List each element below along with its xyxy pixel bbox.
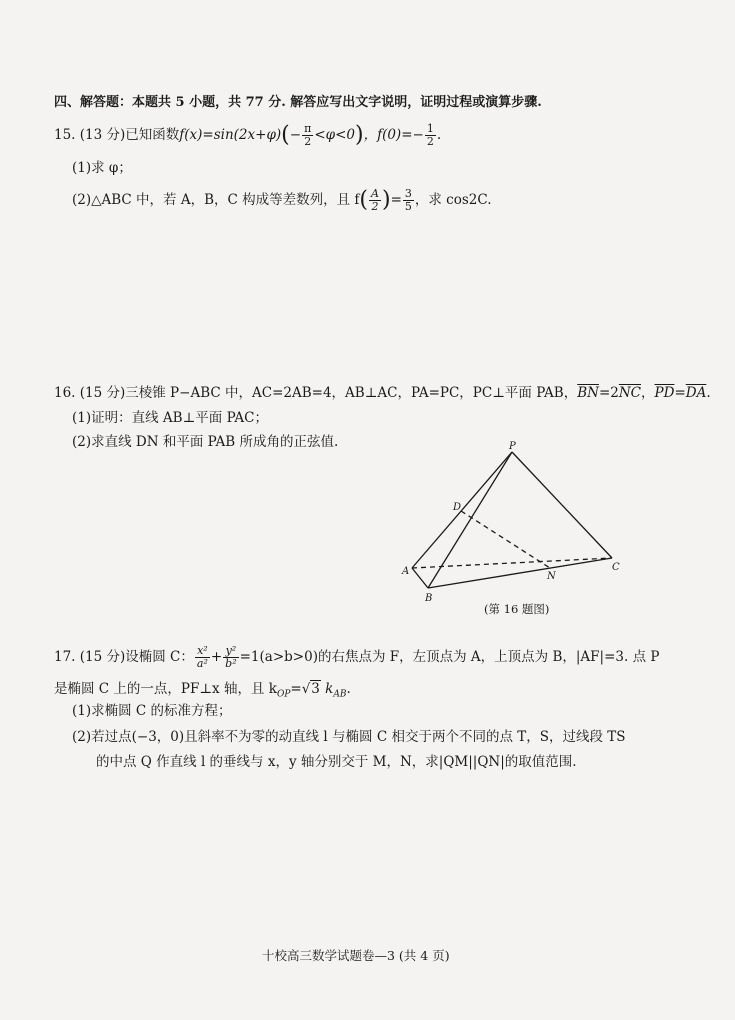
q15-stem [54,122,441,148]
q17-line2-text: 是椭圆 C 上的一点，PF⊥x 轴，且 k [54,681,277,697]
q15-p2-eq: = [390,192,402,208]
q16-part1: (1)证明：直线 AB⊥平面 PAC； [72,410,268,426]
q16-part2: (2)求直线 DN 和平面 PAB 所成角的正弦值. [72,434,339,450]
q15-A-over-2 [369,188,381,213]
q15-part2 [72,186,492,214]
q15-p2-end: ，求 cos2C. [414,192,492,208]
q17-y2-over-b2 [223,645,238,670]
q16-stem [54,384,711,402]
q17-part2-line1: (2)若过点(−3，0)且斜率不为零的动直线 l 与椭圆 C 相交于两个不同的点 T，S，过线段 TS [72,729,626,745]
page-footer: 十校高三数学试题卷—3 (共 4 页) [262,948,450,963]
q15-paren-right: ) [354,122,364,148]
q17-sqrt3: 3 [311,681,320,697]
q15-f0-end: . [436,127,442,143]
q15-f0-den: 2 [426,135,434,148]
q15-f0-num: 1 [426,122,434,135]
q17-part2-line2: 的中点 Q 作直线 l 的垂线与 x，y 轴分别交于 M，N，求|QM||QN|的取值范围. [96,754,577,770]
q15-paren-left: ( [281,122,290,148]
edge-PB [428,452,512,588]
q17-sub-AB: AB [333,689,347,700]
q16-end: . [706,385,711,401]
sqrt-sign: √ [301,681,311,697]
q15-cond-rest: <φ<0 [314,127,355,143]
q16-mid3: = [674,385,686,401]
q17-line2 [54,680,351,704]
label-B: B [425,593,433,604]
q15-p2-2: 2 [371,200,379,213]
q15-p2-3: 3 [404,187,412,200]
q15-prefix: 15. (13 分)已知函数 [54,127,180,143]
q16-vec-DA: $\overline{DA}$ [685,385,707,401]
q16-vec-BN: $\overline{BN}$ [577,385,599,401]
q17-a2: a² [196,657,208,670]
q15-half [425,123,436,148]
edge-PA [412,452,512,568]
q15-part1: (1)求 φ； [72,160,132,176]
q15-p2-paren-left: ( [359,187,369,213]
q17-sub-OP: OP [276,689,291,700]
edge-PC [512,452,612,558]
q15-three-fifths [403,188,414,213]
figure-caption: (第 16 题图) [484,602,550,616]
q17-line1-rest: =1(a>b>0)的右焦点为 F，左顶点为 A，上顶点为 B，|AF|=3. 点 P [239,649,660,665]
label-C: C [612,562,620,573]
label-A: A [402,566,410,577]
q15-cond-minus: − [289,127,302,143]
q16-text: 16. (15 分)三棱锥 P−ABC 中，AC=2AB=4，AB⊥AC，PA=PC，PC⊥平面 PAB， [54,385,578,401]
q16-mid2: ， [641,385,655,401]
q17-stem [54,643,659,671]
q15-p2-paren-right: ) [381,187,391,213]
q15-p2-A: A [371,187,379,200]
q15-pi: π [304,122,312,135]
q15-pi-over-2 [302,123,313,148]
q17-x2: x² [195,645,210,658]
q16-vec-NC: $\overline{NC}$ [618,385,642,401]
q16-vec-PD: $\overline{PD}$ [654,385,675,401]
section-header: 四、解答题：本题共 5 小题，共 77 分. 解答应写出文字说明，证明过程或演算步骤. [54,95,542,110]
edge-AB [412,568,428,588]
q17-line2-end: . [346,681,351,697]
q15-two: 2 [304,135,312,148]
label-N: N [547,571,556,582]
segment-DN-hidden [461,511,550,568]
q15-function: f(x)=sin(2x+φ) [179,127,282,143]
label-P: P [509,441,516,452]
q17-x2-over-a2 [195,645,210,670]
q15-f0: ，f(0)=− [363,127,424,143]
q17-k: k [320,681,334,697]
q17-b2: b² [225,657,237,670]
pyramid-figure [400,440,630,620]
q15-part2-text: (2)△ABC 中，若 A，B，C 构成等差数列，且 f [72,192,360,208]
q17-line2-eq: = [290,681,302,697]
q15-p2-5: 5 [404,200,412,213]
q17-y2: y² [223,645,238,658]
q17-plus: + [210,649,223,665]
q16-mid1: =2 [598,385,619,401]
label-D: D [453,502,462,513]
q17-part1: (1)求椭圆 C 的标准方程； [72,703,232,719]
q17-prefix: 17. (15 分)设椭圆 C： [54,649,194,665]
